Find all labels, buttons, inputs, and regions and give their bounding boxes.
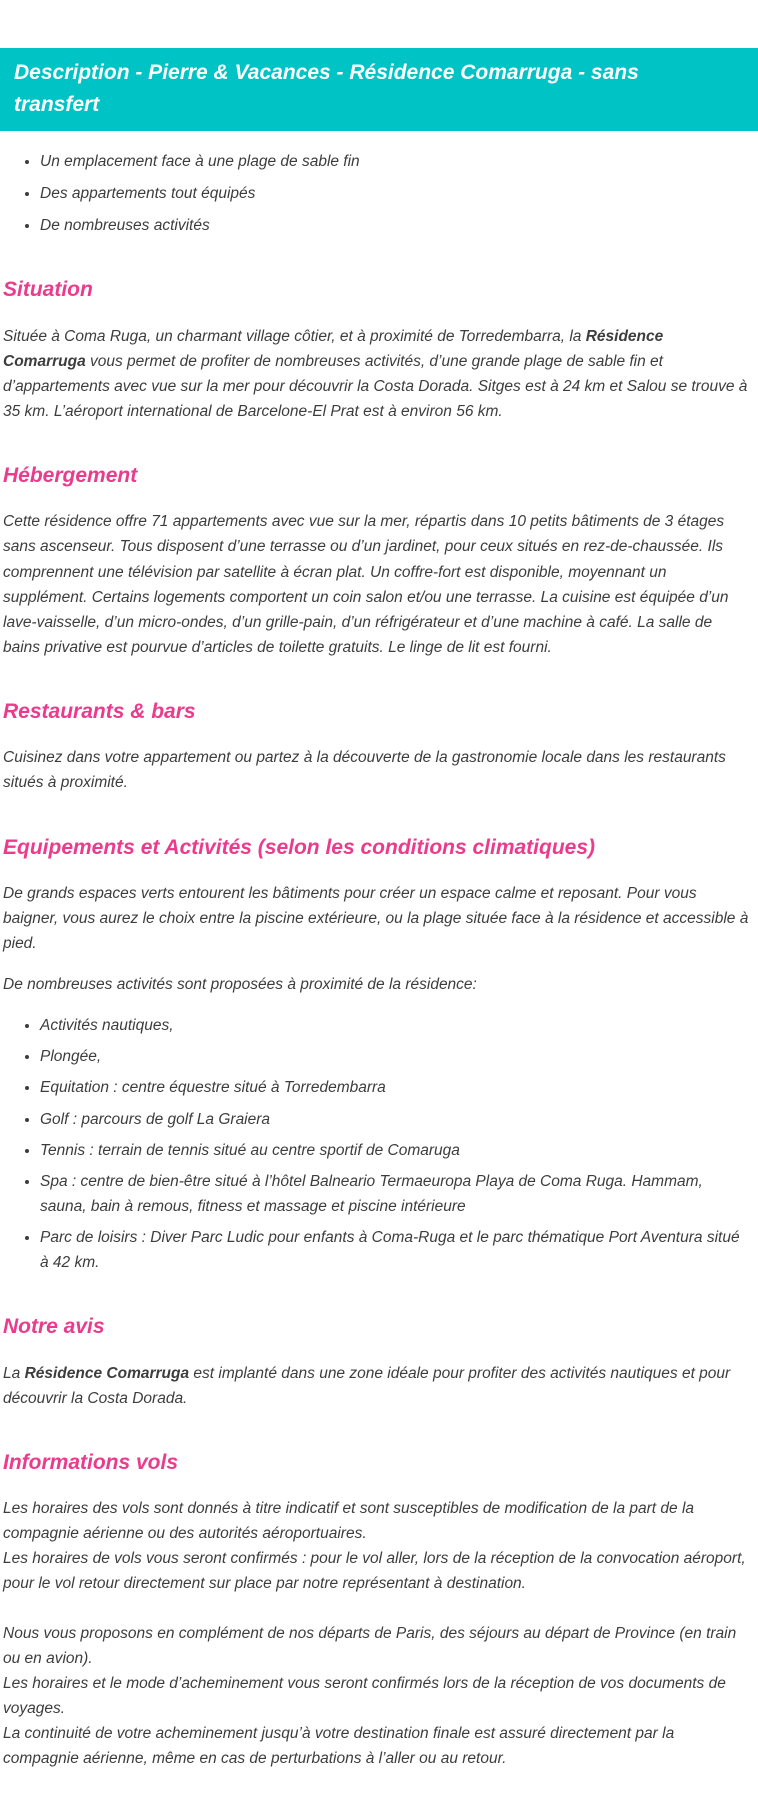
situation-text-before: Située à Coma Ruga, un charmant village côtier, et à proximité de Torredembarra, la bbox=[3, 327, 586, 345]
highlight-item: • Des appartements tout équipés bbox=[40, 181, 750, 206]
flight-info-line: Nous vous proposons en complément de nos départs de Paris, des séjours au départ de Province (en train ou en avion). bbox=[3, 1624, 737, 1667]
flight-info-line: La continuité de votre acheminement jusqu’à votre destination finale est assuré directement par la compagnie aérienne, même en cas de perturbations à l’aller ou au retour. bbox=[3, 1724, 675, 1768]
avis-text-before: La bbox=[3, 1364, 25, 1382]
page-title: Description - Pierre & Vacances - Résidence Comarruga - sans transfert bbox=[14, 61, 639, 116]
activity-item: • Tennis : terrain de tennis situé au centre sportif de Comaruga bbox=[40, 1138, 750, 1163]
activity-item: • Plongée, bbox=[40, 1044, 750, 1069]
description-content bbox=[0, 149, 758, 1801]
situation-text-bold: Résidence Comarruga bbox=[3, 327, 664, 370]
situation-text-after: vous permet de profiter de nombreuses activités, d’une grande plage de sable fin et d’appartements avec vue sur la mer pour découvrir la Costa Dorada. Sitges est à 24 km et Salou se trouve à 35 km. L’aéroport international de Barcelone-El Prat est à environ 56 km. bbox=[3, 352, 748, 420]
section-heading-informations-vols: Informations vols bbox=[3, 1450, 179, 1474]
section-heading-equipements: Equipements et Activités (selon les conditions climatiques) bbox=[3, 835, 596, 859]
flight-info-line: Les horaires de vols vous seront confirmés : pour le vol aller, lors de la réception de la convocation aéroport, pour le vol retour directement sur place par notre représentant à destination. bbox=[3, 1550, 746, 1593]
page-header-banner bbox=[0, 48, 758, 131]
flight-info-line: Les horaires des vols sont donnés à titre indicatif et sont susceptibles de modification de la part de la compagnie aérienne ou des autorités aéroportuaires. bbox=[3, 1500, 695, 1543]
activity-item: • Activités nautiques, bbox=[40, 1013, 750, 1038]
equipements-paragraph-1: De grands espaces verts entourent les bâtiments pour créer un espace calme et reposant. Pour vous baigner, vous aurez le choix entre la piscine extérieure, ou la plage située face à la résidence et accessible à pied. bbox=[3, 884, 749, 953]
flight-info-line: Les horaires et le mode d’acheminement vous seront confirmés lors de la réception de vos documents de voyages. bbox=[3, 1674, 726, 1717]
flight-info-block-2 bbox=[3, 1621, 750, 1772]
avis-text-after: est implanté dans une zone idéale pour profiter des activités nautiques et pour découvrir la Costa Dorada. bbox=[3, 1364, 731, 1407]
activity-item: • Golf : parcours de golf La Graiera bbox=[40, 1107, 750, 1132]
section-heading-hebergement: Hébergement bbox=[3, 464, 138, 488]
section-heading-restaurants: Restaurants & bars bbox=[3, 700, 196, 724]
highlight-item: • De nombreuses activités bbox=[40, 213, 750, 238]
situation-paragraph bbox=[3, 324, 750, 424]
highlights-list bbox=[3, 149, 750, 238]
avis-text-bold: Résidence Comarruga bbox=[24, 1364, 190, 1382]
section-heading-notre-avis: Notre avis bbox=[3, 1315, 105, 1339]
flight-info-block-1 bbox=[3, 1496, 750, 1596]
highlight-item: • Un emplacement face à une plage de sable fin bbox=[40, 149, 750, 174]
activity-item: • Equitation : centre équestre situé à Torredembarra bbox=[40, 1075, 750, 1100]
section-heading-situation: Situation bbox=[3, 278, 93, 302]
activity-item: • Spa : centre de bien-être situé à l’hôtel Balneario Termaeuropa Playa de Coma Ruga. Hammam, sauna, bain à remous, fitness et massage et piscine intérieure bbox=[40, 1169, 750, 1219]
equipements-paragraph-2: De nombreuses activités sont proposées à proximité de la résidence: bbox=[3, 976, 477, 994]
activity-item: • Parc de loisirs : Diver Parc Ludic pour enfants à Coma-Ruga et le parc thématique Port Aventura situé à 42 km. bbox=[40, 1225, 750, 1275]
restaurants-paragraph: Cuisinez dans votre appartement ou partez à la découverte de la gastronomie locale dans les restaurants situés à proximité. bbox=[3, 749, 726, 792]
hebergement-paragraph: Cette résidence offre 71 appartements avec vue sur la mer, répartis dans 10 petits bâtiments de 3 étages sans ascenseur. Tous disposent d’une terrasse ou d’un jardinet, pour ceux situés en rez-de-chaussée. Ils comprennent une télévision par satellite à écran plat. Un coffre-fort est disponible, moyennant un supplément. Certains logements comportent un coin salon et/ou une terrasse. La cuisine est équipée d’un lave-vaisselle, d’un micro-ondes, d’un grille-pain, d’un réfrigérateur et d’une machine à café. La salle de bains privative est pourvue d’articles de toilette gratuits. Le linge de lit est fourni. bbox=[3, 513, 729, 656]
activities-list bbox=[3, 1013, 750, 1275]
notre-avis-paragraph bbox=[3, 1361, 750, 1411]
